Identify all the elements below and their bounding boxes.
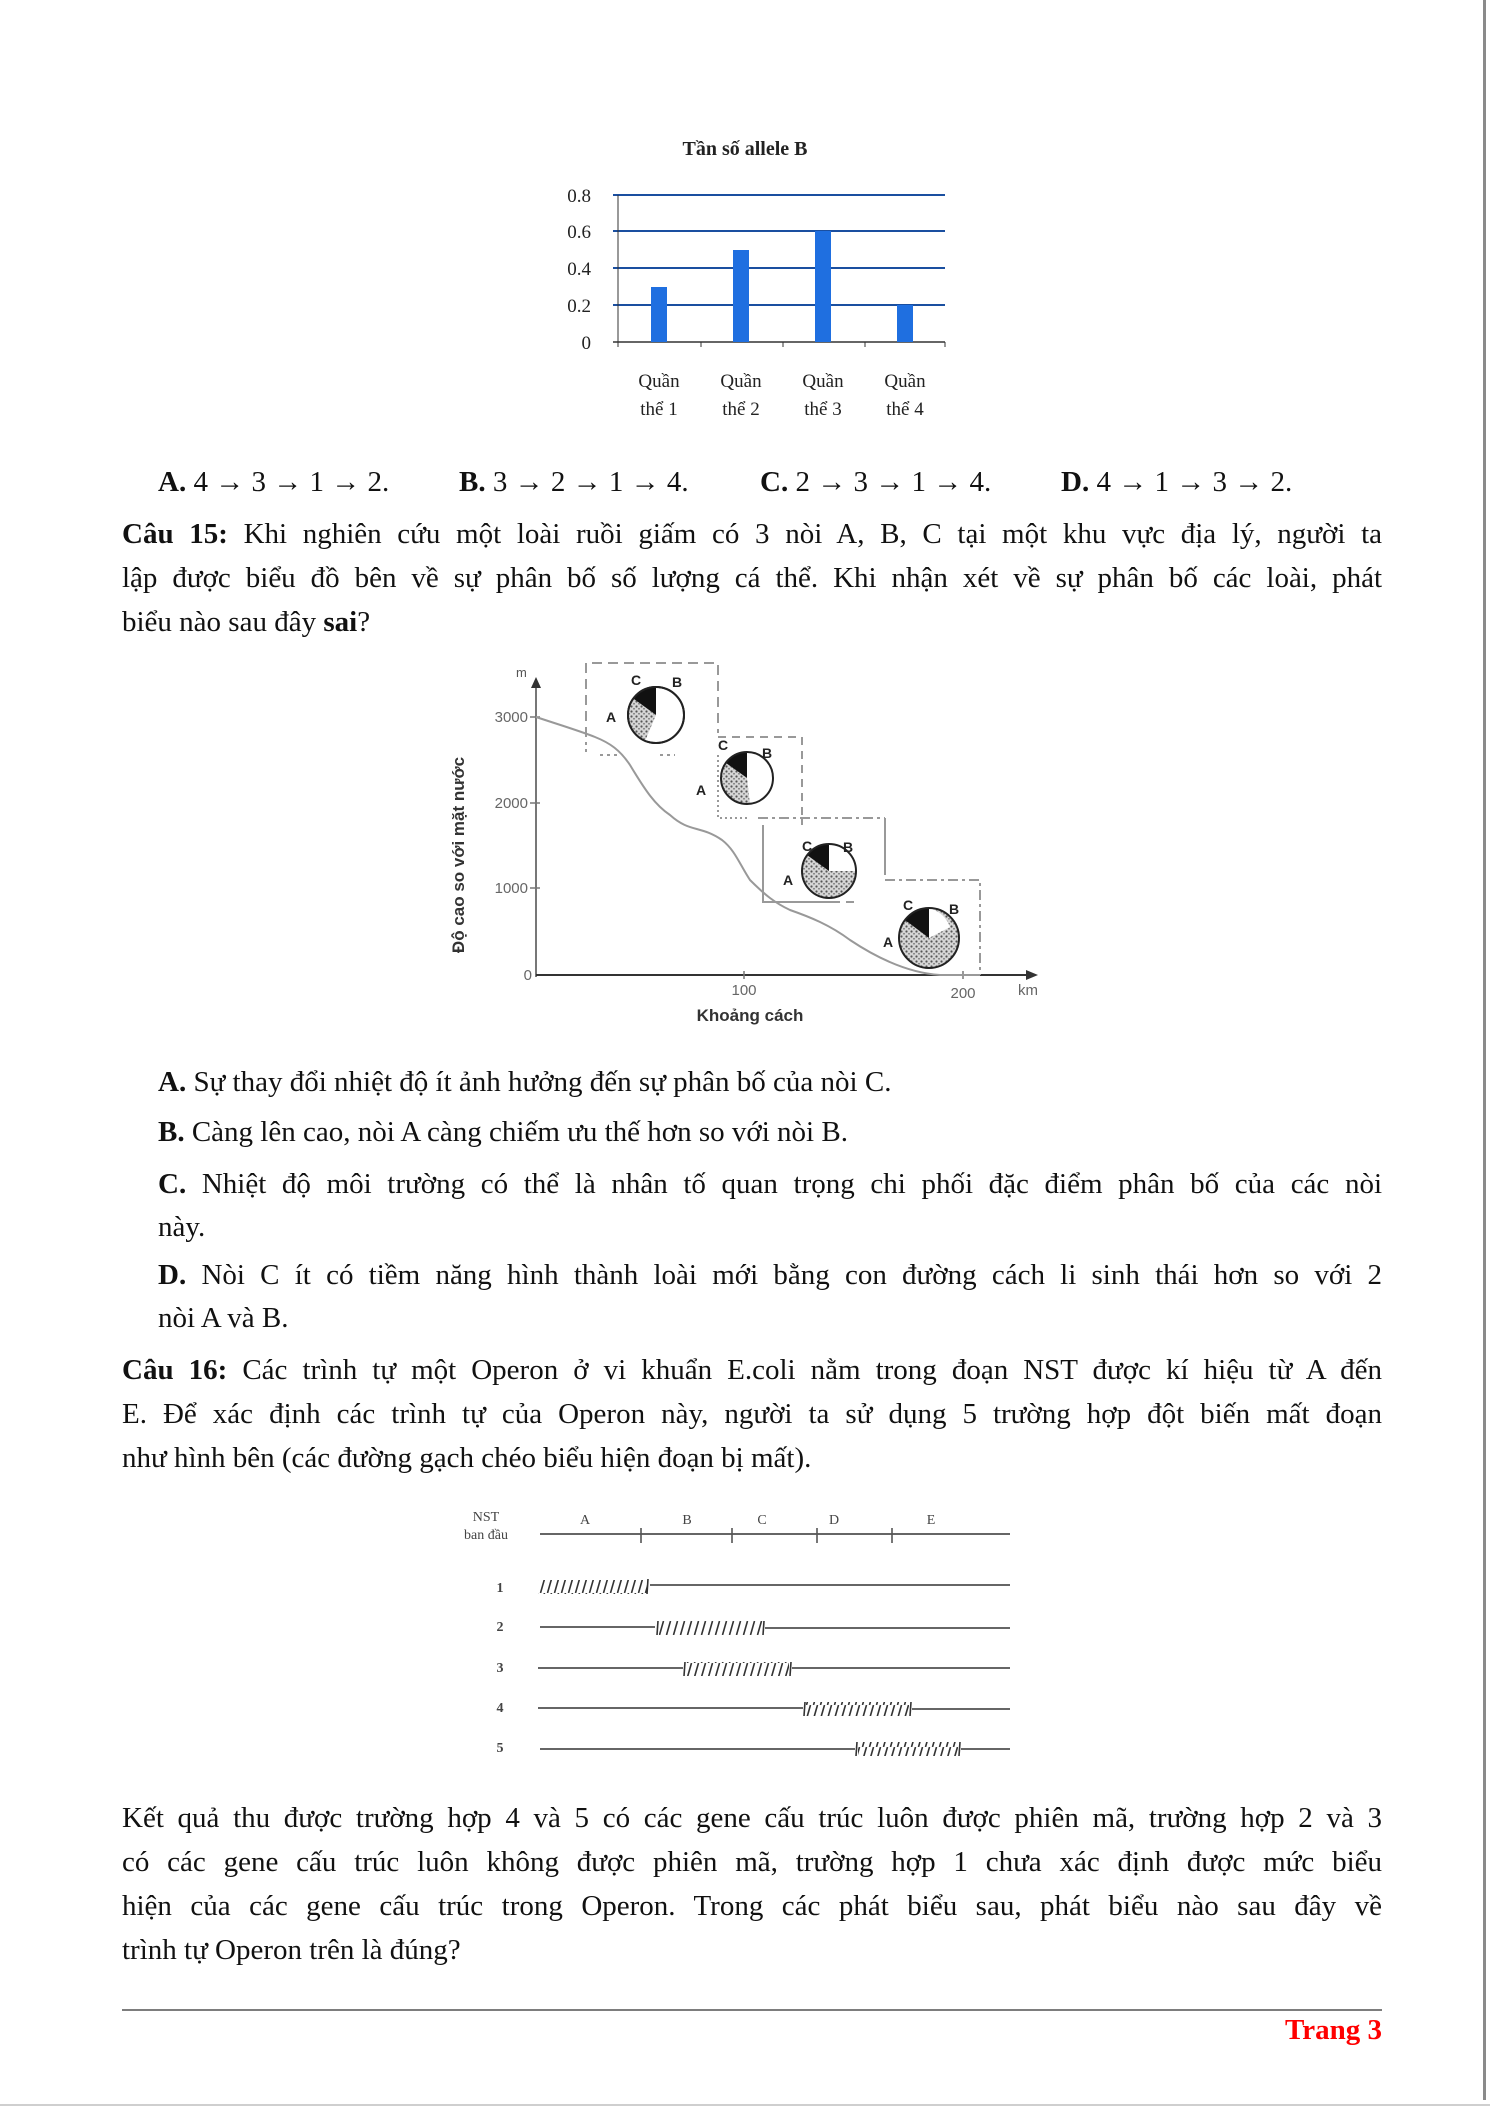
bar-population-2 [733,250,749,342]
x-label-line2: thể 4 [886,399,924,420]
question-label: Câu 15: [122,518,228,550]
y-tick: 3000 [494,709,528,726]
svg-text:ban đầu: ban đầu [464,1528,508,1543]
svg-text:D: D [828,1513,840,1528]
svg-text:B: B [682,1513,692,1528]
q14-option-d: D. 4 → 1 → 3 → 2. [1061,466,1293,498]
svg-text:NST: NST [472,1510,500,1525]
elevation-distribution-diagram [440,655,1060,1035]
chromosome-deletion-diagram [455,1495,1025,1760]
svg-text:B: B [672,674,683,690]
y-unit: m [516,665,527,680]
x-label-line2: thể 2 [722,399,760,420]
svg-text:B: B [949,901,960,917]
q14-option-a: A. 4 → 3 → 1 → 2. [158,466,390,498]
x-tick: 100 [731,982,757,999]
svg-text:A: A [579,1513,591,1528]
y-axis-label: Độ cao so với mặt nước [449,756,468,954]
bar-population-3 [815,231,831,342]
deletion-row-3 [538,1662,1010,1676]
deletion-row-5 [540,1742,1010,1756]
svg-text:2: 2 [496,1620,504,1635]
q15-option-c: C. Nhiệt độ môi trường có thể là nhân tố quan trọng chi phối đặc điểm phân bố của các nòi [158,1168,1382,1200]
x-label-line2: thể 3 [804,399,842,420]
q16-result-line-1: Kết quả thu được trường hợp 4 và 5 có các gene cấu trúc luôn được phiên mã, trường hợp 2 và 3 [122,1802,1382,1834]
pie-chart-1 [628,687,684,743]
q15-option-d: D. Nòi C ít có tiềm năng hình thành loài mới bằng con đường cách li sinh thái hơn so với 2 [158,1259,1382,1291]
q16-result-line-2: có các gene cấu trúc luôn không được phiên mã, trường hợp 1 chưa xác định được mức biểu [122,1846,1382,1878]
y-tick: 0.4 [567,259,591,280]
deletion-row-2 [540,1621,1010,1635]
y-tick: 0 [581,333,591,354]
page-border-right [1483,0,1486,2100]
q16-stem-line-2: E. Để xác định các trình tự của Operon này, người ta sử dụng 5 trường hợp đột biến mất đoạn [122,1398,1382,1430]
q16-stem-line-3: như hình bên (các đường gạch chéo biểu hiện đoạn bị mất). [122,1442,812,1474]
y-tick: 2000 [494,795,528,812]
svg-text:A: A [606,709,617,725]
pie-chart-4 [899,908,959,968]
y-tick: 1000 [494,880,528,897]
svg-text:3: 3 [496,1661,504,1676]
y-tick: 0 [523,967,532,984]
svg-text:C: C [903,897,914,913]
x-label-line2: thể 1 [640,399,678,420]
svg-text:C: C [757,1513,767,1528]
x-label-line1: Quần [720,371,762,392]
svg-text:A: A [883,934,894,950]
q15-option-c-cont: này. [158,1211,206,1243]
question-label: Câu 16: [122,1354,228,1386]
svg-text:1: 1 [496,1581,504,1596]
y-tick: 0.6 [567,222,591,243]
q15-stem-line-3: biểu nào sau đây sai? [122,606,371,638]
x-axis-label: Khoảng cách [696,1006,804,1025]
q14-option-c: C. 2 → 3 → 1 → 4. [760,466,992,498]
q15-option-d-cont: nòi A và B. [158,1302,289,1334]
svg-text:C: C [718,737,729,753]
y-tick: 0.8 [567,186,591,207]
q16-stem-line-1: Câu 16: Các trình tự một Operon ở vi khuẩn E.coli nằm trong đoạn NST được kí hiệu từ A đến [122,1354,1383,1386]
x-unit: km [1018,982,1038,999]
deletion-row-4 [538,1702,1010,1716]
svg-text:5: 5 [496,1741,504,1756]
svg-text:B: B [843,839,854,855]
bar-population-4 [897,305,913,342]
q16-result-line-3: hiện của các gene cấu trúc trong Operon. Trong các phát biểu sau, phát biểu nào sau đây về [122,1890,1382,1922]
svg-text:E: E [926,1513,936,1528]
q15-option-b: B. Càng lên cao, nòi A càng chiếm ưu thế hơn so với nòi B. [158,1116,848,1148]
q15-stem-line-1: Câu 15: Khi nghiên cứu một loài ruồi giấm có 3 nòi A, B, C tại một khu vực địa lý, người ta [122,518,1382,550]
allele-frequency-bar-chart [545,125,960,435]
x-tick: 200 [950,985,976,1002]
svg-text:C: C [802,838,813,854]
deletion-row-1 [538,1579,1010,1594]
svg-text:4: 4 [496,1701,504,1716]
svg-text:A: A [696,782,707,798]
chart-title: Tần số allele B [682,138,808,160]
x-label-line1: Quần [802,371,844,392]
q15-stem-line-2: lập được biểu đồ bên về sự phân bố số lượng cá thể. Khi nhận xét về sự phân bố các loài, phát [122,562,1382,594]
q16-result-line-4: trình tự Operon trên là đúng? [122,1934,461,1966]
svg-text:C: C [631,672,642,688]
q15-option-a: A. Sự thay đổi nhiệt độ ít ảnh hưởng đến sự phân bố của nòi C. [158,1066,892,1098]
y-tick: 0.2 [567,296,591,317]
bar-population-1 [651,287,667,342]
x-label-line1: Quần [638,371,680,392]
svg-text:A: A [783,872,794,888]
svg-text:B: B [762,745,773,761]
footer-divider [122,2009,1382,2011]
q14-option-b: B. 3 → 2 → 1 → 4. [459,466,689,498]
x-label-line1: Quần [884,371,926,392]
page-number: Trang 3 [1285,2014,1382,2046]
